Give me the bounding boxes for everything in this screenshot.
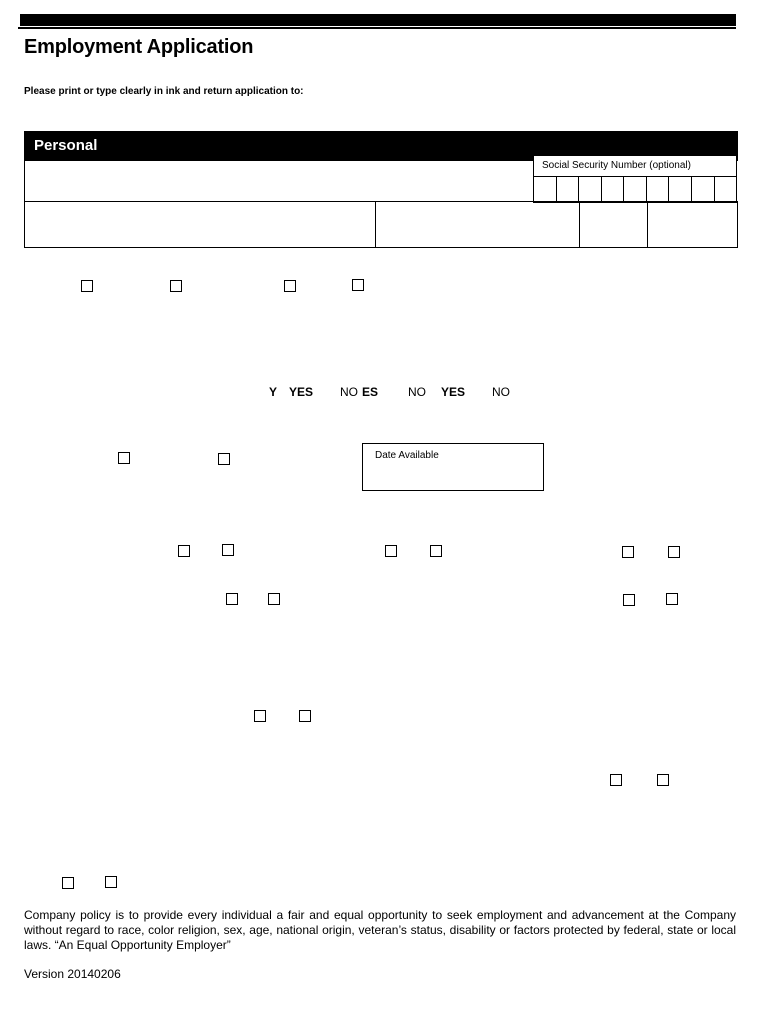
checkbox[interactable] — [218, 453, 230, 465]
version-text: Version 20140206 — [24, 967, 121, 981]
yes-label: YES — [441, 385, 466, 399]
checkbox[interactable] — [254, 710, 266, 722]
checkbox[interactable] — [268, 593, 280, 605]
page-title: Employment Application — [24, 36, 254, 58]
date-available-label: Date Available — [375, 450, 439, 461]
checkbox[interactable] — [352, 279, 364, 291]
ssn-digit-cell[interactable] — [669, 177, 692, 202]
ssn-digit-cell[interactable] — [624, 177, 647, 202]
yn-text — [441, 385, 465, 399]
ssn-digit-cell[interactable] — [647, 177, 670, 202]
no-label: NO — [340, 385, 358, 399]
address-row — [24, 201, 738, 248]
ssn-digit-cell[interactable] — [715, 177, 737, 202]
checkbox[interactable] — [81, 280, 93, 292]
checkbox[interactable] — [622, 546, 634, 558]
ssn-digit-cell[interactable] — [557, 177, 580, 202]
yn-text: Y — [269, 385, 278, 399]
city-divider — [579, 202, 580, 247]
eeo-policy-text: Company policy is to provide every individual a fair and equal opportunity to seek employment and advancement at the Company without regard to race, color religion, sex, age, national origin, veteran’s status, disability or factors protected by federal, state or local laws. “An Equal Opportunity Employer” — [24, 908, 736, 952]
ssn-digit-cell[interactable] — [534, 177, 557, 202]
checkbox[interactable] — [222, 544, 234, 556]
checkbox[interactable] — [666, 593, 678, 605]
no-label: NO — [492, 385, 510, 399]
checkbox[interactable] — [62, 877, 74, 889]
checkbox[interactable] — [170, 280, 182, 292]
name-row-left-border — [24, 161, 25, 203]
no-label: NO — [408, 385, 426, 399]
yes-label: YES — [289, 385, 314, 399]
header-rule — [18, 27, 736, 29]
checkbox[interactable] — [284, 280, 296, 292]
yn-text — [362, 385, 378, 399]
date-available-field[interactable] — [362, 443, 544, 491]
ssn-digit-cell[interactable] — [602, 177, 625, 202]
state-divider — [647, 202, 648, 247]
checkbox[interactable] — [610, 774, 622, 786]
checkbox[interactable] — [118, 452, 130, 464]
checkbox[interactable] — [226, 593, 238, 605]
ssn-digit-cell[interactable] — [692, 177, 715, 202]
yes-no-row — [269, 385, 277, 399]
personal-section-title: Personal — [34, 137, 98, 154]
checkbox[interactable] — [657, 774, 669, 786]
checkbox[interactable] — [178, 545, 190, 557]
checkbox[interactable] — [430, 545, 442, 557]
ssn-label: Social Security Number (optional) — [542, 160, 691, 171]
checkbox[interactable] — [299, 710, 311, 722]
ssn-digit-cell[interactable] — [579, 177, 602, 202]
checkbox[interactable] — [105, 876, 117, 888]
yn-text — [289, 385, 313, 399]
checkbox[interactable] — [668, 546, 680, 558]
ssn-field[interactable] — [533, 155, 737, 203]
header-bar — [20, 14, 736, 26]
checkbox[interactable] — [385, 545, 397, 557]
es-label: ES — [362, 385, 379, 399]
instructions-text: Please print or type clearly in ink and return application to: — [24, 86, 304, 97]
address-divider — [375, 202, 376, 247]
checkbox[interactable] — [623, 594, 635, 606]
ssn-digit-cells — [534, 176, 736, 202]
